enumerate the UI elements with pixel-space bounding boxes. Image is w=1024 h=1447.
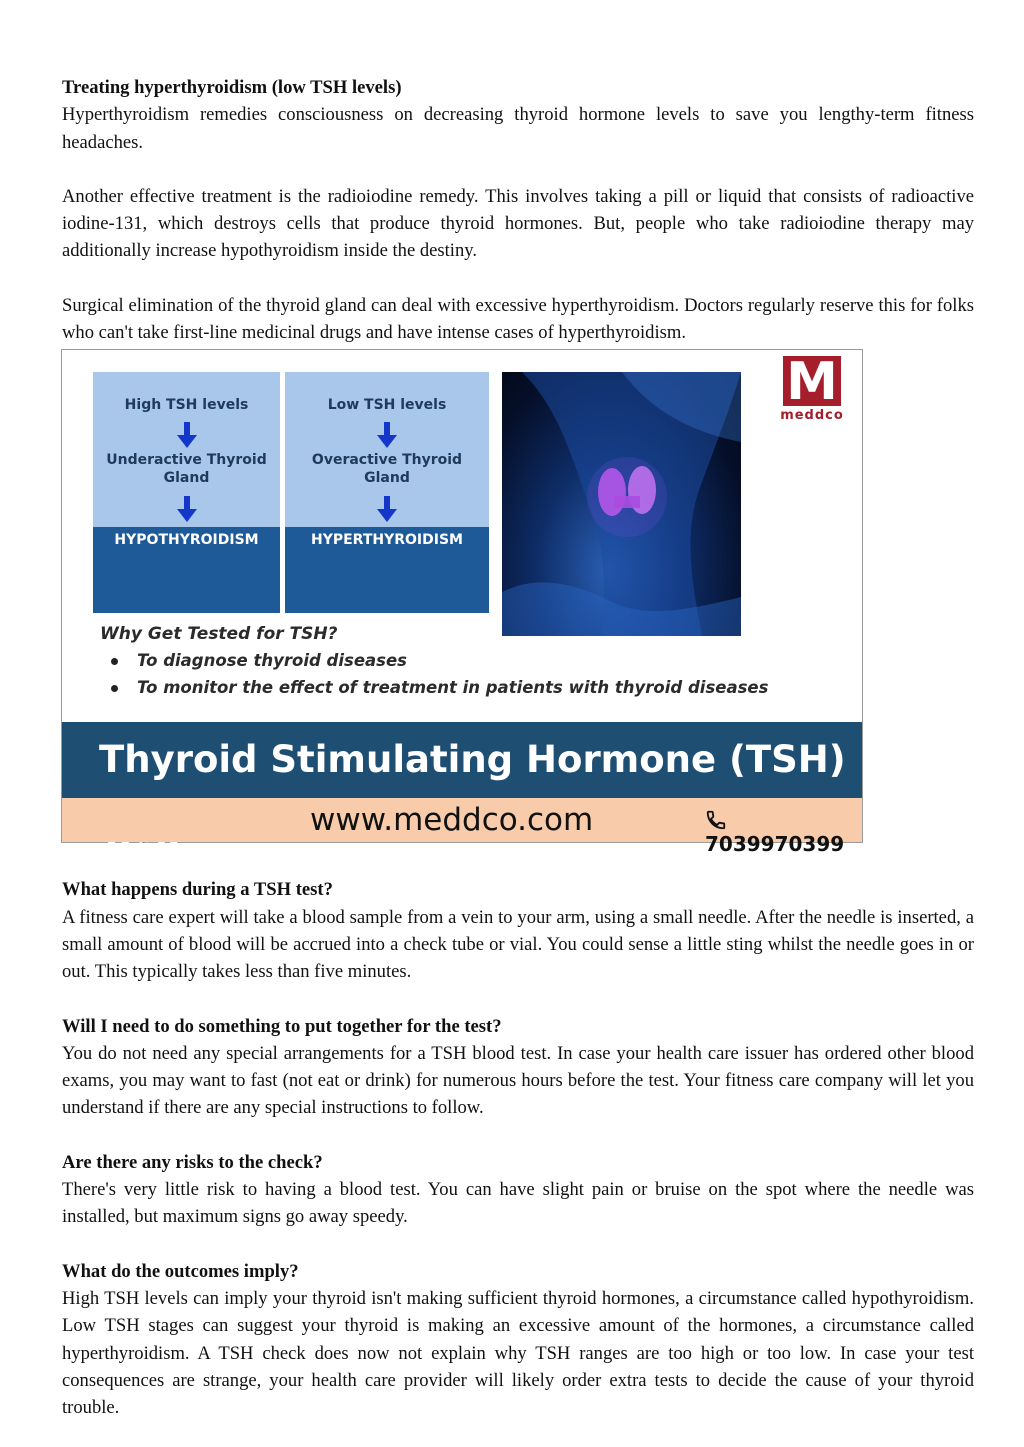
paragraph-risks: There's very little risk to having a blood test. You can have slight pain or bruise on the spot where the needle was installed, but maximum signs go away speedy.	[62, 1179, 974, 1228]
high-tsh-label: High TSH levels	[124, 397, 249, 414]
phone-number[interactable]	[705, 808, 862, 856]
heading-outcomes: What do the outcomes imply?	[62, 1260, 299, 1282]
contact-footer	[62, 798, 862, 857]
logo-mark: M	[783, 356, 841, 406]
hyperthyroidism-label: HYPERTHYROIDISM	[285, 527, 489, 613]
document-page	[62, 74, 974, 1421]
underactive-thyroid-label: Underactive Thyroid Gland	[106, 452, 267, 487]
list-item	[111, 678, 768, 697]
logo-name: meddco	[780, 408, 844, 424]
hypothyroidism-label: HYPOTHYROIDISM	[93, 527, 280, 613]
thyroid-gland-icon	[502, 372, 741, 636]
thyroid-illustration	[502, 372, 741, 636]
phone-icon	[705, 809, 727, 831]
heading-risks: Are there any risks to the check?	[62, 1151, 323, 1173]
low-tsh-label: Low TSH levels	[327, 397, 447, 414]
overactive-thyroid-label: Overactive Thyroid Gland	[311, 452, 463, 487]
arrow-down-icon	[177, 422, 197, 448]
paragraph-surgical: Surgical elimination of the thyroid gland can deal with excessive hyperthyroidism. Doctors regularly reserve this for folks who can't take first-line medicinal drugs and have intense cases of hyperthyroidism.	[62, 294, 974, 344]
why-tested-heading: Why Get Tested for TSH?	[100, 624, 338, 645]
paragraph-prepare: You do not need any special arrangements for a TSH blood test. In case your health care issuer has ordered other blood exams, you may want to fast (not eat or drink) for numerous hours before the test. Your fitness care company will let you understand if there are any special instructions to follow.	[62, 1042, 974, 1119]
phone-text: 7039970399	[705, 832, 845, 857]
arrow-down-icon	[177, 496, 197, 522]
list-item	[111, 651, 407, 670]
meddco-logo	[776, 352, 848, 434]
website-link[interactable]: www.meddco.com	[310, 802, 594, 839]
heading-prepare: Will I need to do something to put together for the test?	[62, 1015, 502, 1037]
high-tsh-panel	[93, 372, 280, 613]
paragraph-remedies: Hyperthyroidism remedies consciousness on decreasing thyroid hormone levels to save you lengthy-term fitness headaches.	[62, 104, 974, 153]
tsh-test-banner: Thyroid Stimulating Hormone (TSH)	[62, 722, 862, 798]
heading-tsh-test: What happens during a TSH test?	[62, 879, 333, 901]
paragraph-tsh-test: A fitness care expert will take a blood sample from a vein to your arm, using a small needle. After the needle is inserted, a small amount of blood will be accrued into a check tube or vial. You could sense a little sting whilst the needle goes in or out. This typically takes less than five minutes.	[62, 906, 974, 983]
heading-treating-hyperthyroidism: Treating hyperthyroidism (low TSH levels)	[62, 77, 402, 98]
arrow-down-icon	[377, 422, 397, 448]
tsh-infographic	[61, 349, 863, 857]
low-tsh-panel	[285, 372, 489, 613]
arrow-down-icon	[377, 496, 397, 522]
bullet-text: To diagnose thyroid diseases	[137, 651, 407, 671]
paragraph-outcomes: High TSH levels can imply your thyroid isn't making sufficient thyroid hormones, a circumstance called hypothyroidism. Low TSH stages can suggest your thyroid is making an excessive amount of the hormones, a circumstance called hyperthyroidism. A TSH check does now not explain why TSH ranges are too high or too low. In case your test consequences are strange, your health care provider will likely order extra tests to decide the cause of your thyroid trouble.	[62, 1287, 974, 1419]
paragraph-radioiodine: Another effective treatment is the radioiodine remedy. This involves taking a pill or liquid that consists of radioactive iodine-131, which destroys cells that produce thyroid hormones. But, people who take radioiodine therapy may additionally increase hypothyroidism inside the destiny.	[62, 185, 974, 262]
bullet-text: To monitor the effect of treatment in patients with thyroid diseases	[137, 678, 769, 698]
